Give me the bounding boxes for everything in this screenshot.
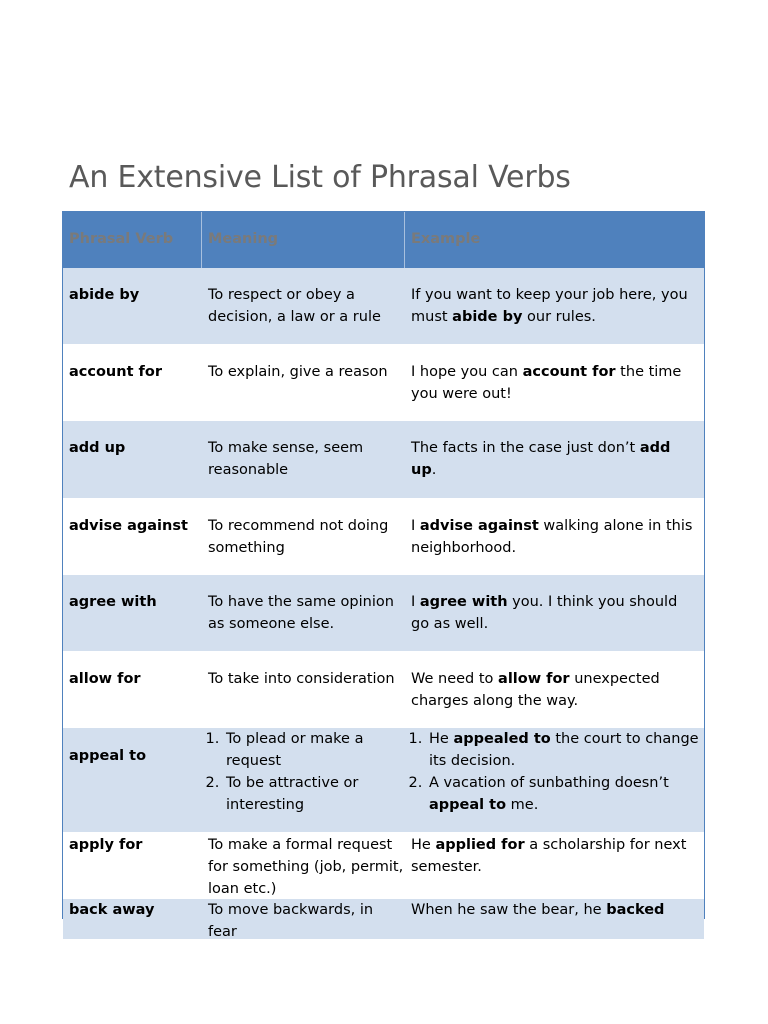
meaning: To recommend not doing something: [208, 518, 389, 556]
table-row: [63, 268, 704, 344]
header-meaning: Meaning: [208, 231, 279, 247]
example: I agree with you. I think you should go as well.: [411, 594, 678, 632]
meaning: To take into consideration: [208, 671, 395, 687]
meaning: To make sense, seem reasonable: [208, 440, 364, 478]
page-title: An Extensive List of Phrasal Verbs: [69, 160, 571, 195]
meaning: To move backwards, in fear: [208, 902, 374, 940]
example: I hope you can account for the time you were out!: [411, 364, 682, 402]
table-row: [63, 498, 704, 575]
meaning: To have the same opinion as someone else.: [208, 594, 394, 632]
phrasal-verb: advise against: [69, 518, 188, 534]
example: If you want to keep your job here, you must abide by our rules.: [411, 287, 688, 325]
phrasal-verb: add up: [69, 440, 126, 456]
table-row: [63, 421, 704, 498]
example: [405, 728, 699, 816]
example: We need to allow for unexpected charges along the way.: [411, 671, 660, 709]
table-row: [63, 728, 704, 832]
example-item: 2. A vacation of sunbathing doesn’t appeal to me.: [427, 772, 699, 816]
meaning-item: 2. To be attractive or interesting: [224, 772, 406, 816]
phrasal-verb: appeal to: [69, 748, 147, 764]
phrasal-verb: apply for: [69, 837, 143, 853]
header-phrasal-verb: Phrasal Verb: [69, 231, 174, 247]
meaning-item: 1. To plead or make a request: [224, 728, 406, 772]
column-divider: [201, 212, 202, 268]
meaning: To respect or obey a decision, a law or a rule: [208, 287, 381, 325]
example: I advise against walking alone in this neighborhood.: [411, 518, 693, 556]
table-row: [63, 344, 704, 421]
meaning: [202, 728, 406, 816]
meaning: To explain, give a reason: [208, 364, 388, 380]
table-row: [63, 575, 704, 651]
table-row: [63, 899, 704, 939]
phrasal-verb: agree with: [69, 594, 157, 610]
example: He applied for a scholarship for next semester.: [411, 837, 687, 875]
example: When he saw the bear, he backed: [411, 902, 665, 918]
phrasal-verbs-table: [62, 211, 705, 940]
phrasal-verb: allow for: [69, 671, 141, 687]
table-row: [63, 832, 704, 899]
example: The facts in the case just don’t add up.: [411, 440, 671, 478]
meaning: To make a formal request for something (job, permit, loan etc.): [208, 837, 404, 897]
table-row: [63, 651, 704, 728]
table-header-row: [63, 212, 704, 268]
phrasal-verb: back away: [69, 902, 155, 918]
example-item: 1. He appealed to the court to change its decision.: [427, 728, 699, 772]
phrasal-verb: abide by: [69, 287, 140, 303]
phrasal-verb: account for: [69, 364, 162, 380]
header-example: Example: [411, 231, 481, 247]
